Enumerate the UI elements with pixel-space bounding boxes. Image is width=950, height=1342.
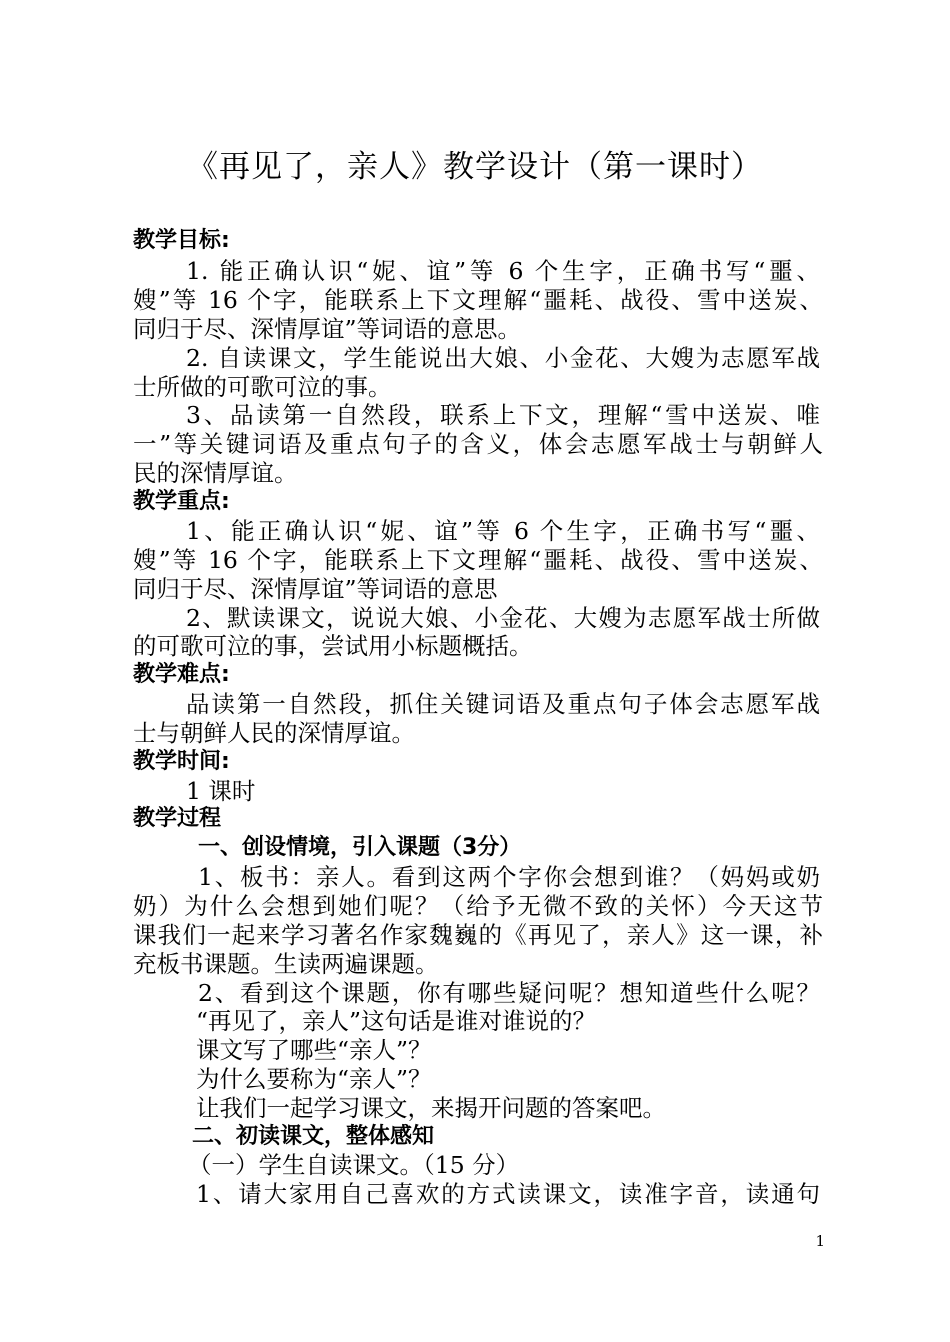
paragraph-line: 嫂”等 16 个字，能联系上下文理解“噩耗、战役、雪中送炭、 — [133, 546, 823, 574]
paragraph-line: 一”等关键词语及重点句子的含义，体会志愿军战士与朝鲜人 — [133, 430, 823, 458]
paragraph-line: 充板书课题。生读两遍课题。 — [133, 950, 439, 978]
paragraph-line: 同归于尽、深情厚谊”等词语的意思。 — [133, 315, 522, 343]
section-heading-key-points: 教学重点: — [133, 489, 230, 514]
section-heading-difficulties: 教学难点: — [133, 662, 230, 687]
document-title: 《再见了，亲人》教学设计（第一课时） — [187, 149, 763, 185]
paragraph-line: 奶）为什么会想到她们呢？（给予无微不致的关怀）今天这节 — [133, 892, 823, 920]
paragraph-line: 2. 自读课文，学生能说出大娘、小金花、大嫂为志愿军战 — [186, 344, 820, 372]
paragraph-line: （一）学生自读课文。（15 分） — [188, 1151, 520, 1179]
paragraph-line: 民的深情厚谊。 — [133, 459, 298, 487]
paragraph-line: “再见了，亲人”这句话是谁对谁说的？ — [196, 1007, 597, 1035]
paragraph-line: 嫂”等 16 个字，能联系上下文理解“噩耗、战役、雪中送炭、 — [133, 286, 823, 314]
subsection-heading: 二、初读课文，整体感知 — [192, 1124, 435, 1149]
paragraph-line: 1、板书：亲人。看到这两个字你会想到谁？（妈妈或奶 — [198, 863, 820, 891]
paragraph-line: 3、品读第一自然段，联系上下文，理解“雪中送炭、唯 — [186, 401, 820, 429]
paragraph-line: 2、默读课文，说说大娘、小金花、大嫂为志愿军战士所做 — [186, 604, 820, 632]
paragraph-line: 1、请大家用自己喜欢的方式读课文，读准字音，读通句 — [196, 1180, 820, 1208]
paragraph-line: 让我们一起学习课文，来揭开问题的答案吧。 — [196, 1094, 666, 1122]
section-heading-process: 教学过程 — [133, 806, 222, 831]
paragraph-line: 士与朝鲜人民的深情厚谊。 — [133, 719, 415, 747]
paragraph-line: 课文写了哪些“亲人”？ — [196, 1036, 432, 1064]
page-number: 1 — [815, 1232, 825, 1250]
paragraph-line: 1 课时 — [186, 777, 256, 805]
paragraph-line: 品读第一自然段，抓住关键词语及重点句子体会志愿军战 — [186, 690, 820, 718]
paragraph-line: 的可歌可泣的事，尝试用小标题概括。 — [133, 632, 533, 660]
paragraph-line: 课我们一起来学习著名作家魏巍的《再见了，亲人》这一课，补 — [133, 921, 823, 949]
paragraph-line: 同归于尽、深情厚谊”等词语的意思 — [133, 575, 498, 603]
section-heading-time: 教学时间: — [133, 749, 230, 774]
paragraph-line: 为什么要称为“亲人”？ — [196, 1065, 432, 1093]
paragraph-line: 1、能正确认识“妮、谊”等 6 个生字，正确书写“噩、 — [186, 517, 820, 545]
paragraph-line: 1. 能正确认识“妮、谊”等 6 个生字，正确书写“噩、 — [186, 257, 820, 285]
section-heading-objectives: 教学目标: — [133, 228, 230, 253]
subsection-heading: 一、创设情境，引入课题（3分） — [198, 835, 522, 860]
paragraph-line: 士所做的可歌可泣的事。 — [133, 373, 392, 401]
paragraph-line: 2、看到这个课题，你有哪些疑问呢？想知道些什么呢？ — [198, 979, 820, 1007]
